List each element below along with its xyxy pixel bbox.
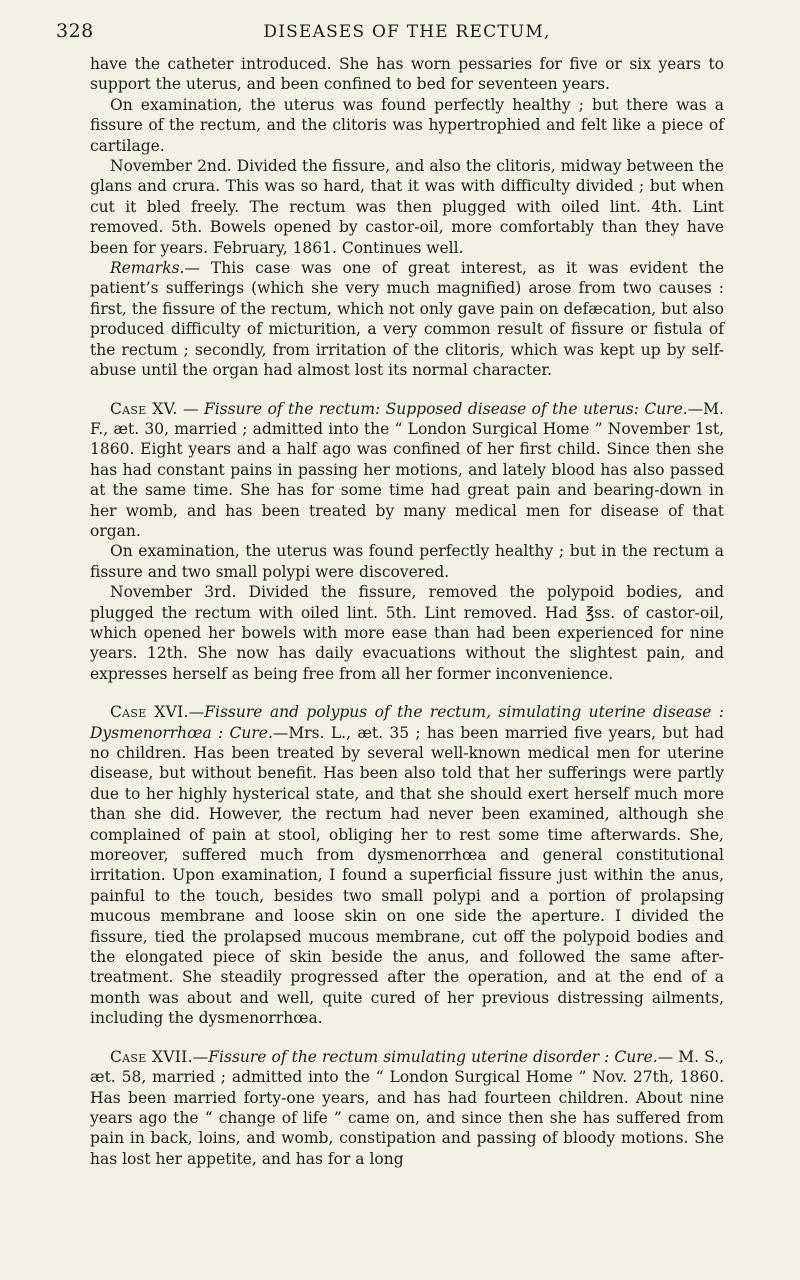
case-xv-title: — Fissure of the rectum: Supposed disease of the uterus: Cure. [177, 399, 688, 418]
paragraph-remarks [90, 258, 724, 380]
case-xvi-title: —Fissure and polypus of the rectum, simulating uterine disease : Dysmenorrhœa : Cure. [90, 703, 724, 742]
running-title: DISEASES OF THE RECTUM, [263, 22, 551, 42]
remarks-label: Remarks. [110, 259, 185, 278]
body-text [90, 54, 724, 1169]
case-xvii-text: — M. S., æt. 58, married ; admitted into the “ London Surgical Home ” Nov. 27th, 1860. Has been married forty-one years, and has had fourteen children. About nine years ago the “ change of life ” came on, and since then she has suffered from pain in back, loins, and womb, constipation and passing of bloody motions. She has lost her appetite, and has for a long [90, 1047, 724, 1168]
case-xvii-heading [90, 1047, 724, 1169]
paragraph-operation: November 2nd. Divided the fissure, and also the clitoris, midway between the glans and crura. This was so hard, that it was with difficulty divided ; but when cut it bled freely. The rectum was then plugged with oiled lint. 4th. Lint removed. 5th. Bowels opened by castor-oil, more comfortably than they have been for years. February, 1861. Continues well. [90, 157, 724, 257]
running-header [56, 14, 724, 54]
case-xv-intro: —M. F., æt. 30, married ; admitted into the “ London Surgical Home ” November 1st, 1860. Eight years and a half ago was confined of her first child. Since then she has had constant pains in passing her motions, and lately blood has also passed at the same time. She has for some time had great pain and bearing-down in her womb, and has been treated by many medical men for disease of that organ. [90, 399, 724, 540]
case-xv-heading [90, 399, 724, 542]
case-xv-examination: On examination, the uterus was found perfectly healthy ; but in the rectum a fissure and two small polypi were discovered. [90, 542, 724, 581]
page-number: 328 [56, 20, 94, 42]
case-xvi-label: Case XVI. [110, 703, 189, 722]
case-xvi-heading [90, 702, 724, 1029]
case-xvii-title: —Fissure of the rectum simulating uterine disorder : Cure. [192, 1047, 658, 1066]
remarks-text: — This case was one of great interest, as it was evident the patient’s sufferings (which she very much magnified) arose from two causes : first, the fissure of the rectum, which not only gave pain on defæcation, but also produced difficulty of micturition, a very common result of fissure or fistula of the rectum ; secondly, from irritation of the clitoris, which was kept up by self-abuse until the organ had almost lost its normal character. [90, 259, 724, 380]
paragraph-continuation: have the catheter introduced. She has worn pessaries for five or six years to support the uterus, and been confined to bed for seventeen years. [90, 55, 724, 94]
case-xv-label: Case XV. [110, 399, 178, 418]
case-xv-treatment: November 3rd. Divided the fissure, removed the polypoid bodies, and plugged the rectum with oiled lint. 5th. Lint removed. Had ℥ss. of castor-oil, which opened her bowels with more ease than had been experienced for nine years. 12th. She now has daily evacuations without the slightest pain, and expresses herself as being free from all her former inconvenience. [90, 583, 724, 683]
case-xvi-text: —Mrs. L., æt. 35 ; has been married five years, but had no children. Has been treated by several well-known medical men for uterine disease, but without benefit. Has been also told that her sufferings were partly due to her highly hysterical state, and that she should exert herself much more than she did. However, the rectum had never been examined, although she complained of pain at stool, obliging her to rest some time afterwards. She, moreover, suffered much from dysmenorrhœa and general constitutional irritation. Upon examination, I found a superficial fissure just within the anus, painful to the touch, besides two small polypi and a portion of prolapsing mucous membrane and loose skin on one side the aperture. I divided the fissure, tied the prolapsed mucous membrane, cut off the polypoid bodies and the elongated piece of skin beside the anus, and followed the same after-treatment. She steadily progressed after the operation, and at the end of a month was about and well, quite cured of her previous distressing ailments, including the dysmenorrhœa. [90, 723, 724, 1028]
paragraph-examination: On examination, the uterus was found perfectly healthy ; but there was a fissure of the rectum, and the clitoris was hypertrophied and felt like a piece of cartilage. [90, 95, 724, 155]
case-xvii-label: Case XVII. [110, 1047, 193, 1066]
